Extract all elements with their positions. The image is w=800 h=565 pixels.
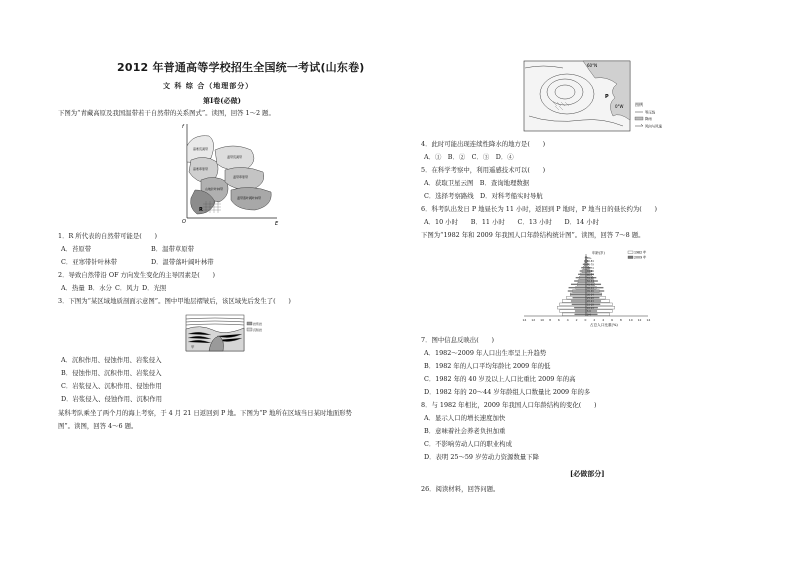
q3-option-c: C．岩浆侵入、沉积作用、侵蚀作用	[61, 382, 162, 390]
pyramid-x-tick: 4	[566, 318, 569, 322]
pyramid-age-tick: 50-54	[587, 280, 594, 284]
map-legend-isobar: 等压线	[645, 110, 656, 115]
pyramid-bar-2009	[570, 294, 586, 295]
pyramid-age-tick: 25-29	[587, 296, 594, 300]
q4-options: A．① B．② C．③ D．④	[424, 153, 514, 161]
zone-label-r: R	[199, 207, 203, 213]
lon-label: 0°W	[615, 104, 624, 109]
pyramid-x-tick: 8	[549, 318, 551, 322]
natural-zone-diagram-svg	[181, 120, 281, 228]
natural-zone-diagram	[181, 120, 281, 228]
q3-option-a: A．沉积作用、侵蚀作用、岩浆侵入	[61, 356, 162, 364]
q7-option-c: C．1982 年的 40 岁及以上人口比重比 2009 年的高	[424, 375, 576, 383]
pyramid-bar-2009	[571, 300, 586, 301]
pyramid-x-tick: 4	[602, 318, 605, 322]
pyramid-age-tick: 80-84	[587, 260, 594, 264]
pyramid-age-tick: 75-79	[587, 263, 594, 267]
pyramid-age-tick: 55-59	[587, 276, 594, 280]
q8-option-b: B．意味着社会养老负担加重	[424, 427, 506, 435]
left-column	[55, 0, 395, 565]
pyramid-age-tick: 15-19	[587, 303, 594, 307]
exam-title: 2012 年普通高等学校招生全国统一考试(山东卷)	[117, 61, 365, 74]
q4-stem: 4．此时可能出现连续性降水的地方是( )	[421, 140, 546, 148]
q3-option-d: D．岩浆侵入、侵蚀作用、沉积作用	[61, 395, 162, 403]
q1-option-c: C．亚寒带针叶林带	[61, 258, 118, 266]
pyramid-bar-2009	[574, 280, 586, 281]
q6-stem: 6．科考队出发日 P 地昼长为 11 小时，返回到 P 地时，P 地当日的昼长约为( )	[421, 205, 658, 213]
pyramid-age-tick: 10-14	[587, 306, 594, 310]
pyramid-age-tick: 0-4	[587, 313, 591, 317]
intro-q4-6-line1: 某科考队乘坐了两个月的海上考察，于 4 月 21 日返回到 P 地。下图为“P 地所在区域当日某时地面形势	[58, 409, 352, 417]
population-pyramid-svg	[516, 248, 656, 328]
zone-label-2: 高寒草原带	[193, 167, 209, 171]
map-legend-rain: 降雨	[645, 117, 652, 121]
pyramid-bar-2009	[575, 314, 586, 315]
q8-option-a: A．显示人口的增长速度加快	[424, 414, 506, 422]
pyramid-bar-2009	[572, 304, 586, 305]
pyramid-x-tick: 6	[611, 318, 613, 322]
pyramid-age-tick: 30-34	[587, 293, 594, 297]
q8-stem: 8．与 1982 年相比，2009 年我国人口年龄结构的变化( )	[421, 401, 597, 409]
pyramid-bar-2009	[569, 287, 586, 288]
pyramid-age-tick: 40-44	[587, 286, 594, 290]
q5-options-cd: C．选择考察路线 D．对科考船实时导航	[424, 192, 543, 200]
pyramid-age-tick: 45-49	[587, 283, 594, 287]
section-heading: 第Ⅰ卷(必做)	[203, 96, 241, 105]
legend-igneous: 岩浆岩	[253, 322, 263, 326]
pyramid-bar-2009	[581, 267, 586, 268]
pyramid-bar-2009	[580, 270, 586, 271]
q2-option-d: D．光照	[142, 284, 167, 292]
q2-option-a: A．热量	[61, 284, 85, 292]
q8-option-d: D．表明 25～59 岁劳动力资源数量下降	[424, 453, 539, 461]
q7-option-d: D．1982 年的 20～44 岁年龄组人口数量比 2009 年的多	[424, 388, 591, 396]
axis-f-label: f	[182, 124, 184, 130]
q5-stem: 5．在科学考察中，利用遥感技术可以( )	[421, 166, 546, 174]
pyramid-legend-1982: 1982 年	[634, 250, 647, 255]
q5-options-ab: A．获取卫星云图 B．查询地理数据	[424, 179, 530, 187]
map-legend-wind: 风向与风速	[645, 124, 662, 129]
zone-label-6: 温带落叶阔叶林带	[237, 196, 262, 200]
q7-option-a: A．1982～2009 年人口出生率呈上升趋势	[424, 349, 547, 357]
pyramid-x-tick: 2	[593, 318, 596, 322]
q3-option-b: B．侵蚀作用、沉积作用、岩浆侵入	[61, 369, 162, 377]
q3-stem: 3．下图为“某区域地质剖面示意图”。图中甲地层褶皱后，该区域先后发生了( )	[58, 297, 291, 305]
pyramid-legend-2009: 2009 年	[634, 255, 647, 260]
axis-e-label: E	[275, 221, 279, 227]
pyramid-x-tick: 10	[540, 318, 545, 322]
pyramid-bar-2009	[584, 260, 586, 261]
pyramid-age-tick: 60-64	[587, 273, 594, 277]
population-pyramid	[516, 248, 656, 328]
intro-q1-2: 下图为“青藏高原及我国温带若干自然带的关系图式”。读图，回答 1～2 题。	[58, 109, 275, 117]
map-legend-title: 图例	[635, 102, 643, 107]
pyramid-x-tick: 0	[584, 318, 587, 322]
q1-stem: 1．R 所代表的自然带可能是( )	[58, 232, 157, 240]
section-required-part: [必做部分]	[570, 469, 605, 478]
intro-q7-8: 下图为“1982 年和 2009 年我国人口年龄结构统计图”。读图，回答 7～8 题。	[421, 231, 645, 239]
legend-sedimentary: 沉积岩	[253, 328, 263, 332]
q1-option-d: D．温带落叶阔叶林带	[151, 258, 214, 266]
q1-option-b: B．温带草原带	[151, 245, 195, 253]
pyramid-x-tick: 14	[646, 318, 651, 322]
pyramid-age-tick: 5-9	[587, 310, 591, 314]
pyramid-bar-2009	[574, 307, 586, 308]
pyramid-age-tick: 70-74	[587, 266, 594, 270]
geologic-section-diagram	[185, 314, 267, 352]
axis-origin-label: O	[182, 219, 186, 225]
lat-label: 60°N	[587, 63, 598, 68]
pyramid-bar-2009	[573, 297, 586, 298]
zone-label-4: 温带荒漠带	[227, 155, 243, 159]
q7-option-b: B．1982 年的人口平均年龄比 2009 年的低	[424, 362, 551, 370]
q26-stem: 26．阅读材料，回答问题。	[421, 485, 500, 493]
pyramid-x-tick: 8	[619, 318, 622, 322]
q7-stem: 7．图中信息反映出( )	[421, 336, 494, 344]
pyramid-x-tick: 10	[628, 318, 633, 322]
zone-label-3: 山地针叶林带	[205, 187, 224, 191]
q2-option-b: B．水分	[88, 284, 112, 292]
zone-label-5: 温带草原带	[233, 175, 249, 179]
pyramid-age-tick: 20-24	[587, 300, 594, 304]
pyramid-x-tick: 2	[575, 318, 578, 322]
q2-stem: 2．导致自然带沿 OF 方向发生变化的主导因素是( )	[58, 271, 215, 279]
pyramid-x-tick: 6	[557, 318, 560, 322]
pyramid-x-tick: 14	[522, 318, 527, 322]
weather-map	[523, 60, 663, 132]
pyramid-x-axis-label: 占总人口比重(%)	[590, 323, 618, 327]
pyramid-bar-2009	[578, 274, 586, 275]
stratum-jia-label: 甲	[191, 345, 195, 349]
weather-map-svg	[523, 60, 663, 132]
pyramid-age-tick: 35-39	[587, 290, 594, 294]
q1-option-a: A．苔原带	[61, 245, 92, 253]
exam-subtitle: 文 科 综 合（地理部分）	[163, 81, 254, 90]
pyramid-age-axis-label: 年龄(岁)	[592, 251, 605, 255]
pyramid-bar-2009	[576, 277, 586, 278]
zone-label-1: 高寒荒漠带	[193, 147, 209, 151]
geologic-section-svg	[185, 314, 267, 352]
pyramid-age-tick: 65-69	[587, 270, 594, 274]
pyramid-bar-2009	[568, 290, 586, 291]
right-column	[418, 0, 768, 565]
pyramid-x-tick: 12	[531, 318, 536, 322]
point-p-label: P	[605, 94, 609, 100]
pyramid-x-tick: 12	[637, 318, 642, 322]
pyramid-age-tick: 85+	[587, 256, 592, 260]
pyramid-bar-2009	[575, 310, 586, 311]
q6-options: A．10 小时 B．11 小时 C．13 小时 D．14 小时	[424, 218, 600, 226]
q2-option-c: C．风力	[115, 284, 140, 292]
pyramid-bar-2009	[571, 284, 586, 285]
q8-option-c: C．不影响劳动人口的职业构成	[424, 440, 512, 448]
intro-q4-6-line2: 图”。读图，回答 4～6 题。	[58, 422, 138, 430]
pyramid-bar-2009	[583, 264, 586, 265]
